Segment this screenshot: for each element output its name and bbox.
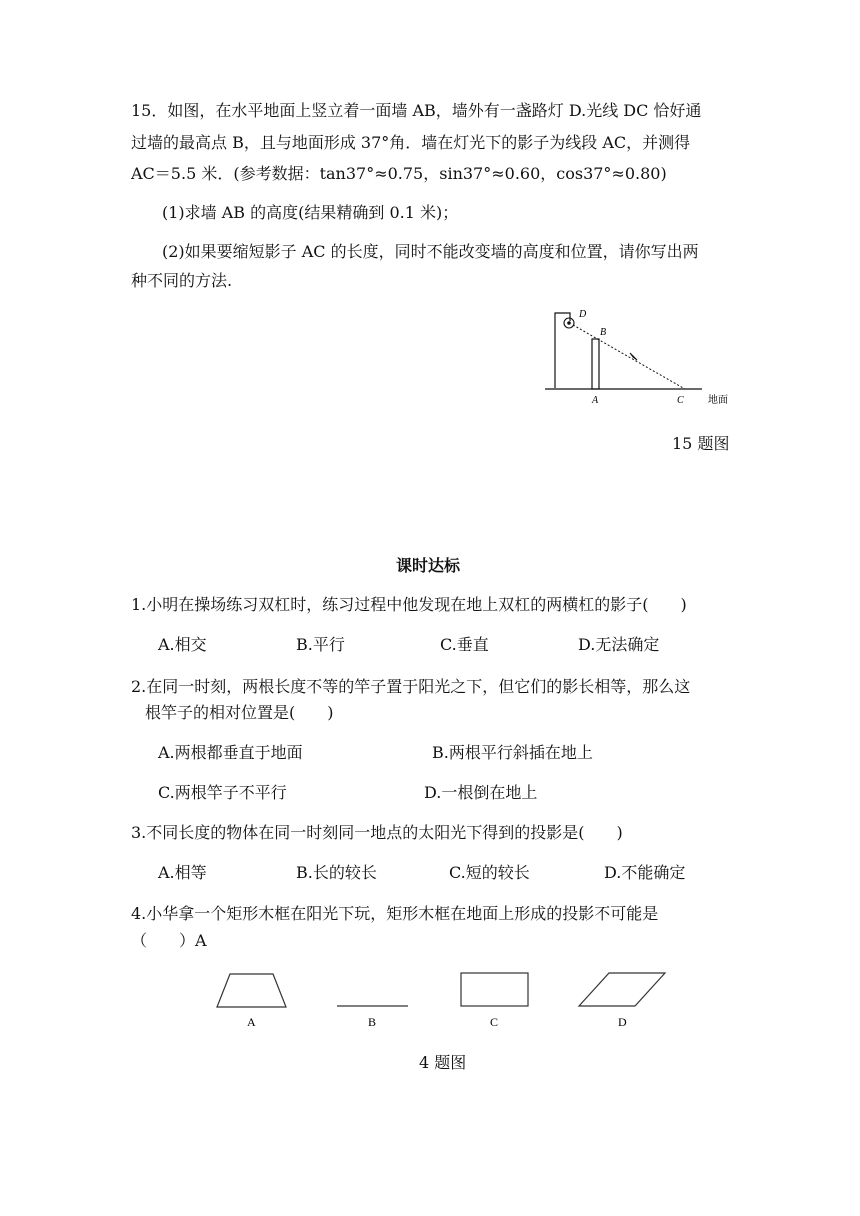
q15-sub2-line-2: 种不同的方法. — [131, 271, 233, 290]
q3-stem: 3.不同长度的物体在同一时刻同一地点的太阳光下得到的投影是( ) — [131, 823, 623, 842]
q1-option-a: A.相交 — [158, 635, 207, 654]
q15-caption: 15 题图 — [672, 434, 730, 453]
label-D: D — [579, 309, 587, 320]
q1-option-b: B.平行 — [296, 635, 345, 654]
q2-option-c: C.两根竿子不平行 — [158, 783, 287, 802]
section-title: 课时达标 — [396, 556, 461, 575]
q4-stem-line-1: 4.小华拿一个矩形木框在阳光下玩，矩形木框在地面上形成的投影不可能是 — [131, 904, 659, 923]
lamp-bulb — [567, 321, 571, 325]
q4-figure — [210, 965, 680, 1035]
light-ray-DC — [573, 325, 685, 389]
q3-option-d: D.不能确定 — [604, 863, 686, 882]
q1-option-d: D.无法确定 — [578, 635, 660, 654]
label-C: C — [677, 395, 684, 406]
q4-caption: 4 题图 — [419, 1053, 467, 1072]
q2-stem-line-1: 2.在同一时刻，两根长度不等的竿子置于阳光之下，但它们的影长相等，那么这 — [131, 677, 691, 696]
wall-AB — [592, 339, 599, 389]
ray-arrow — [630, 353, 637, 360]
q15-sub1: (1)求墙 AB 的高度(结果精确到 0.1 米)； — [162, 203, 459, 222]
q1-stem: 1.小明在操场练习双杠时，练习过程中他发现在地上双杠的两横杠的影子( ) — [131, 595, 687, 614]
q3-option-a: A.相等 — [158, 863, 207, 882]
q1-option-c: C.垂直 — [440, 635, 489, 654]
q2-option-d: D.一根倒在地上 — [424, 783, 538, 802]
label-ground: 地面 — [708, 395, 728, 406]
shape-label-c: C — [490, 1015, 499, 1029]
shape-d-parallelogram — [579, 973, 665, 1006]
shape-c-rectangle — [461, 973, 528, 1006]
q15-sub2-line-1: (2)如果要缩短影子 AC 的长度，同时不能改变墙的高度和位置，请你写出两 — [162, 242, 699, 261]
q4-stem-line-2: （ ）A — [131, 931, 207, 950]
q15-line-2: 过墙的最高点 B，且与地面形成 37°角．墙在灯光下的影子为线段 AC，并测得 — [131, 133, 691, 152]
shape-a-trapezoid — [217, 974, 286, 1007]
shape-label-a: A — [247, 1015, 256, 1029]
q2-stem-line-2: 根竿子的相对位置是( ) — [145, 703, 334, 722]
q15-figure — [540, 305, 740, 410]
shape-label-b: B — [368, 1015, 377, 1029]
q3-option-c: C.短的较长 — [449, 863, 530, 882]
label-B: B — [600, 327, 607, 338]
q3-option-b: B.长的较长 — [296, 863, 377, 882]
q15-line-3: AC＝5.5 米．(参考数据：tan37°≈0.75，sin37°≈0.60，cos37°≈0.80) — [131, 164, 667, 183]
q2-option-b: B.两根平行斜插在地上 — [432, 743, 593, 762]
label-A: A — [592, 395, 599, 406]
shape-label-d: D — [618, 1015, 627, 1029]
q15-line-1: 15．如图，在水平地面上竖立着一面墙 AB，墙外有一盏路灯 D.光线 DC 恰好通 — [131, 101, 702, 120]
q2-option-a: A.两根都垂直于地面 — [158, 743, 303, 762]
